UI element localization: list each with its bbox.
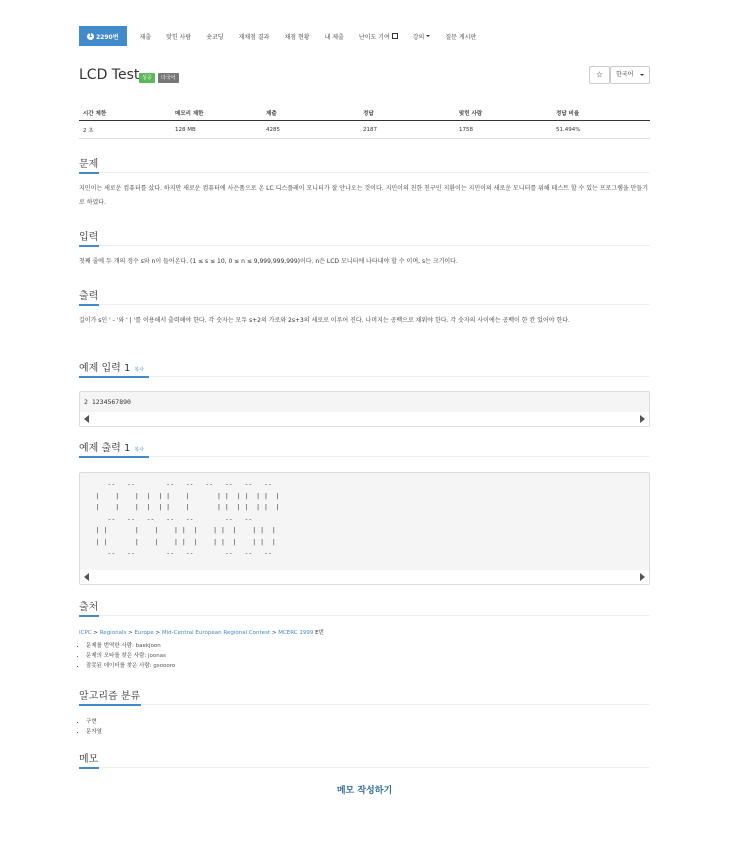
language-dropdown[interactable] bbox=[610, 66, 650, 84]
source-link[interactable]: MCERC 1999 bbox=[278, 630, 314, 636]
star-icon: ☆ bbox=[595, 70, 604, 79]
section-underline bbox=[79, 456, 149, 458]
memo-section bbox=[79, 748, 650, 768]
caret-down-icon bbox=[640, 74, 644, 76]
problem-nav bbox=[79, 26, 491, 46]
nav-solved-users[interactable]: 맞힌 사람 bbox=[166, 33, 192, 41]
credit-user[interactable]: baekjoon bbox=[135, 643, 161, 649]
header-accepted: 정답 bbox=[363, 111, 374, 117]
credit-key: 문제를 번역한 사람: bbox=[86, 643, 134, 649]
nav-rejudge[interactable]: 재채점 결과 bbox=[238, 33, 270, 41]
scroll-right-icon[interactable] bbox=[640, 415, 645, 423]
section-header bbox=[79, 226, 650, 246]
output-description: 길이가 s인 ' - '와 ' | '를 이용해서 출력해야 한다. 각 숫자는 모두 s+2의 가로와 2s+3의 세로로 이루어 진다. 나머지는 공백으로 채워야 한다. 각 숫자의 사이에는 공백이 한 칸 있어야 한다. bbox=[79, 317, 570, 324]
section-underline bbox=[79, 245, 99, 247]
section-title-memo: 메모 bbox=[79, 754, 99, 765]
scroll-right-icon[interactable] bbox=[640, 573, 645, 581]
nav-short-coding[interactable]: 숏코딩 bbox=[206, 33, 224, 41]
header-solved-users: 맞힌 사람 bbox=[459, 111, 483, 117]
nav-lecture-label: 강의 bbox=[412, 33, 425, 41]
solved-users-value: 1758 bbox=[459, 126, 473, 133]
submissions-value[interactable]: 4285 bbox=[266, 126, 280, 133]
list-item bbox=[86, 727, 650, 737]
horizontal-scrollbar[interactable] bbox=[80, 570, 649, 584]
table-row bbox=[79, 121, 650, 139]
header-memory-limit: 메모리 제한 bbox=[175, 111, 204, 117]
sample-input-box bbox=[79, 391, 650, 427]
scroll-left-icon[interactable] bbox=[84, 415, 89, 423]
nav-my-submissions[interactable]: 내 제출 bbox=[324, 33, 344, 41]
section-title-problem: 문제 bbox=[79, 159, 99, 170]
problem-info-table bbox=[79, 106, 650, 139]
section-underline bbox=[79, 172, 99, 174]
problem-section bbox=[79, 153, 650, 210]
nav-problem-active[interactable] bbox=[79, 26, 127, 46]
section-underline bbox=[79, 615, 99, 617]
section-underline bbox=[79, 304, 99, 306]
nav-status[interactable]: 채점 현황 bbox=[284, 33, 310, 41]
nav-problem-label: 2290번 bbox=[96, 33, 119, 41]
sample-output-box bbox=[79, 472, 650, 585]
credits-list bbox=[79, 641, 650, 671]
copy-sample-input-button[interactable]: 복사 bbox=[134, 367, 145, 373]
list-item bbox=[86, 717, 650, 727]
section-header bbox=[79, 748, 650, 768]
algorithm-tag[interactable]: 문자열 bbox=[86, 729, 102, 735]
algorithm-list bbox=[79, 717, 650, 737]
write-memo-button[interactable]: 메모 작성하기 bbox=[336, 786, 393, 796]
table-header-row bbox=[79, 106, 650, 121]
list-item bbox=[86, 661, 650, 671]
source-link[interactable]: Mid-Central European Regional Contest bbox=[161, 630, 271, 636]
section-title-source: 출처 bbox=[79, 602, 99, 613]
section-title-sample-output bbox=[79, 439, 144, 454]
sample-input-title: 예제 입력 1 bbox=[79, 363, 131, 374]
sample-output-section bbox=[79, 437, 650, 457]
time-limit-value: 2 초 bbox=[83, 127, 94, 134]
credit-key: 문제의 오타를 찾은 사람: bbox=[86, 653, 147, 659]
nav-board[interactable]: 질문 게시판 bbox=[445, 33, 477, 41]
credit-user[interactable]: gsoooro bbox=[153, 663, 176, 669]
ratio-value: 51.494% bbox=[556, 126, 581, 133]
list-item bbox=[86, 641, 650, 651]
source-section bbox=[79, 596, 650, 671]
nav-lecture[interactable] bbox=[413, 32, 431, 41]
horizontal-scrollbar[interactable] bbox=[80, 412, 649, 426]
input-section bbox=[79, 226, 650, 269]
algorithm-tag[interactable]: 구현 bbox=[86, 719, 97, 725]
section-header bbox=[79, 285, 650, 305]
problem-title: LCD Test bbox=[79, 67, 140, 83]
header-submissions: 제출 bbox=[266, 111, 277, 117]
section-title-algorithm: 알고리즘 분류 bbox=[79, 691, 141, 702]
nav-difficulty[interactable] bbox=[359, 32, 398, 41]
section-title-input: 입력 bbox=[79, 232, 99, 243]
multilang-badge: 다국어 bbox=[158, 73, 179, 83]
problem-number-icon: 1 bbox=[88, 32, 93, 39]
section-header bbox=[79, 437, 650, 457]
section-title-sample-input bbox=[79, 359, 144, 374]
scroll-left-icon[interactable] bbox=[84, 573, 89, 581]
source-link[interactable]: Regionals bbox=[99, 630, 127, 636]
sample-input-section bbox=[79, 357, 650, 377]
accepted-value: 2187 bbox=[363, 126, 377, 133]
sample-output-text: -- -- -- -- -- -- -- -- | | | | | | | | | | | | | | | | | | | | | | | | | | | | -- -- -- -- -- -- -- | | | | | | | | | | | | | | | | | | | | | | | | | | -- -- -- -- -- -- -- bbox=[95, 480, 280, 557]
list-item bbox=[86, 651, 650, 661]
section-underline bbox=[79, 376, 149, 378]
section-underline bbox=[79, 767, 99, 769]
source-link[interactable]: Europe bbox=[134, 630, 154, 636]
memory-limit-value: 128 MB bbox=[175, 126, 196, 133]
star-button[interactable] bbox=[589, 66, 610, 84]
source-problem-index: E번 bbox=[315, 630, 324, 636]
header-ratio: 정답 비율 bbox=[556, 111, 580, 117]
credit-user[interactable]: joonas bbox=[147, 653, 166, 659]
section-header bbox=[79, 153, 650, 173]
sample-input-text: 2 1234567890 bbox=[84, 398, 131, 406]
input-description: 첫째 줄에 두 개의 정수 s와 n이 들어온다. (1 ≤ s ≤ 10, 0 ≤ n ≤ 9,999,999,999)이다. n은 LCD 모니터에 나타내야 할 수 이며, s는 크기이다. bbox=[79, 258, 458, 265]
success-badge: 성공 bbox=[139, 73, 155, 83]
credit-key: 잘못된 데이터를 찾은 사람: bbox=[86, 663, 152, 669]
section-header bbox=[79, 596, 650, 616]
source-link[interactable]: ICPC bbox=[79, 630, 92, 636]
sample-output-title: 예제 출력 1 bbox=[79, 443, 131, 454]
section-underline bbox=[79, 704, 141, 706]
algorithm-section bbox=[79, 685, 650, 737]
caret-down-icon bbox=[426, 35, 430, 37]
section-header bbox=[79, 357, 650, 377]
language-label: 한국어 bbox=[616, 71, 634, 78]
source-breadcrumb: ICPC > Regionals > Europe > Mid-Central European Regional Contest > MCERC 1999 E번 bbox=[79, 630, 324, 636]
nav-difficulty-label: 난이도 기여 bbox=[358, 33, 390, 41]
section-title-output: 출력 bbox=[79, 291, 99, 302]
nav-submit[interactable]: 제출 bbox=[139, 33, 152, 41]
header-time-limit: 시간 제한 bbox=[83, 111, 107, 117]
output-section bbox=[79, 285, 650, 328]
external-link-icon bbox=[392, 33, 398, 39]
section-header bbox=[79, 685, 650, 705]
title-row bbox=[79, 66, 650, 86]
problem-description: 지민이는 새로운 컴퓨터를 샀다. 하지만 새로운 컴퓨터에 사은품으로 온 LC 디스플레이 모니터가 잘 안나오는 것이다. 지민이의 친한 친구인 지환이는 지민이의 새로운 모니터를 위해 테스트 할 수 있는 프로그램을 만들기로 하였다. bbox=[79, 185, 649, 206]
copy-sample-output-button[interactable]: 복사 bbox=[134, 447, 145, 453]
